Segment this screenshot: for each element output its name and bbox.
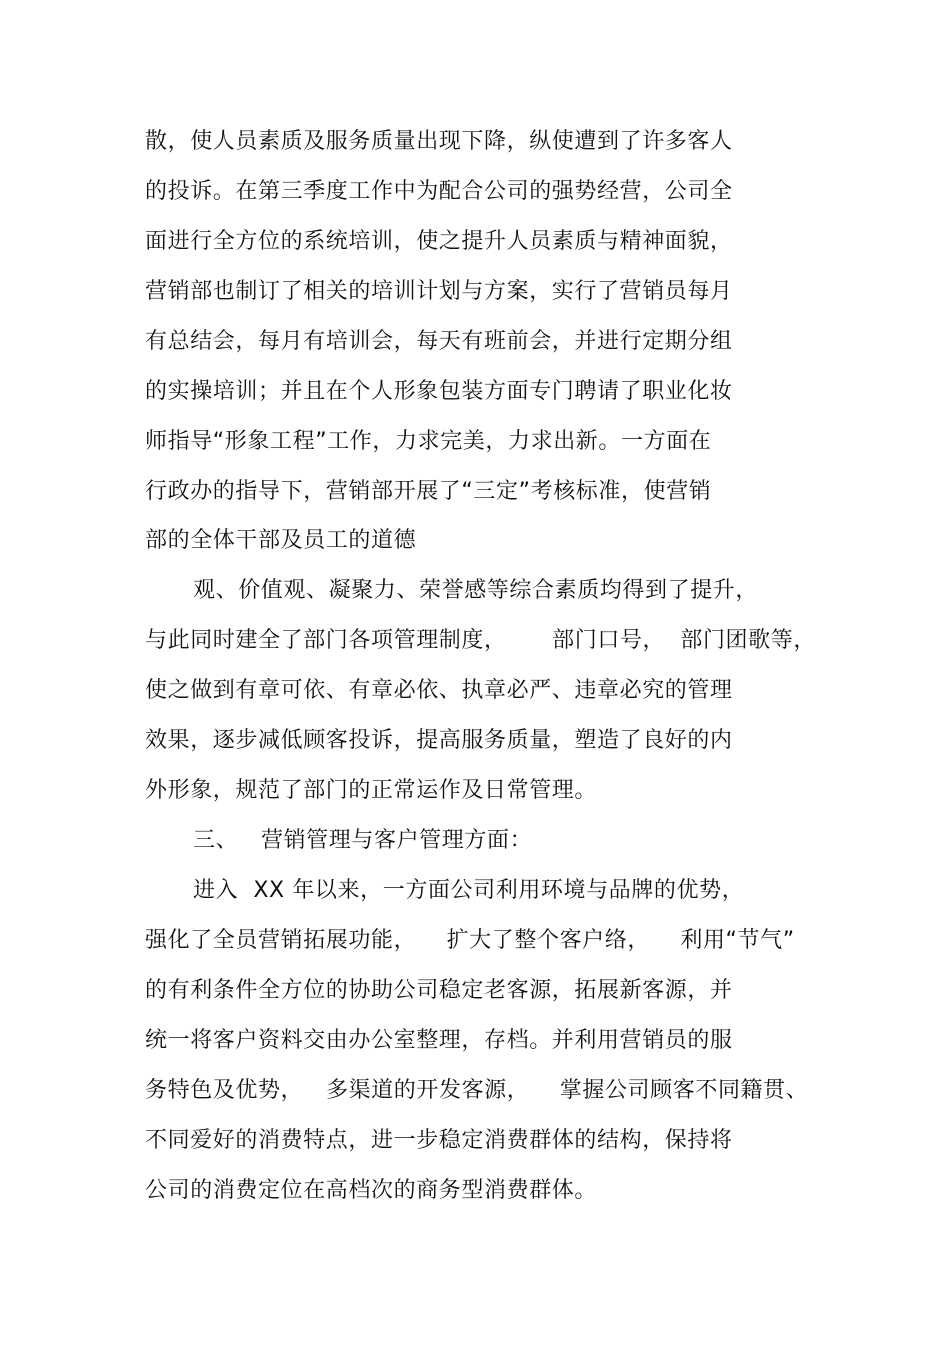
text-line: 统一将客户资料交由办公室整理，存档。并利用营销员的服 [145, 1028, 733, 1053]
text-line: 不同爱好的消费特点，进一步稳定消费群体的结构，保持将 [145, 1128, 733, 1153]
text-line: 务特色及优势， 多渠道的开发客源， 掌握公司顾客不同籍贯、 [145, 1078, 809, 1103]
text-line: 散，使人员素质及服务质量出现下降，纵使遭到了许多客人 [145, 129, 733, 154]
text-line: 部的全体干部及员工的道德 [145, 528, 417, 553]
text-line: 的投诉。在第三季度工作中为配合公司的强势经营，公司全 [145, 179, 733, 204]
text-line: 强化了全员营销拓展功能， 扩大了整个客户络， 利用“节气” [145, 928, 795, 953]
text-line: 的有利条件全方位的协助公司稳定老客源，拓展新客源，并 [145, 978, 733, 1003]
text-line: 营销部也制订了相关的培训计划与方案，实行了营销员每月 [145, 279, 733, 304]
text-line: 行政办的指导下，营销部开展了“三定”考核标准，使营销 [145, 479, 712, 504]
text-line: 观、价值观、凝聚力、荣誉感等综合素质均得到了提升， [193, 578, 759, 603]
text-line: 进入 XX 年以来，一方面公司利用环境与品牌的优势， [193, 878, 745, 903]
text-line: 使之做到有章可依、有章必依、执章必严、违章必究的管理 [145, 678, 733, 703]
text-line: 有总结会，每月有培训会，每天有班前会，并进行定期分组 [145, 329, 733, 354]
text-line: 的实操培训；并且在个人形象包装方面专门聘请了职业化妆 [145, 379, 733, 404]
text-line: 公司的消费定位在高档次的商务型消费群体。 [145, 1178, 598, 1203]
text-line: 效果，逐步减低顾客投诉，提高服务质量，塑造了良好的内 [145, 728, 733, 753]
section-heading: 三、 营销管理与客户管理方面： [193, 828, 533, 853]
text-line: 外形象，规范了部门的正常运作及日常管理。 [145, 778, 598, 803]
text-line: 面进行全方位的系统培训，使之提升人员素质与精神面貌， [145, 229, 733, 254]
text-line: 师指导“形象工程”工作，力求完美，力求出新。一方面在 [145, 429, 712, 454]
text-line: 与此同时建全了部门各项管理制度， 部门口号， 部门团歌等， [145, 628, 816, 653]
